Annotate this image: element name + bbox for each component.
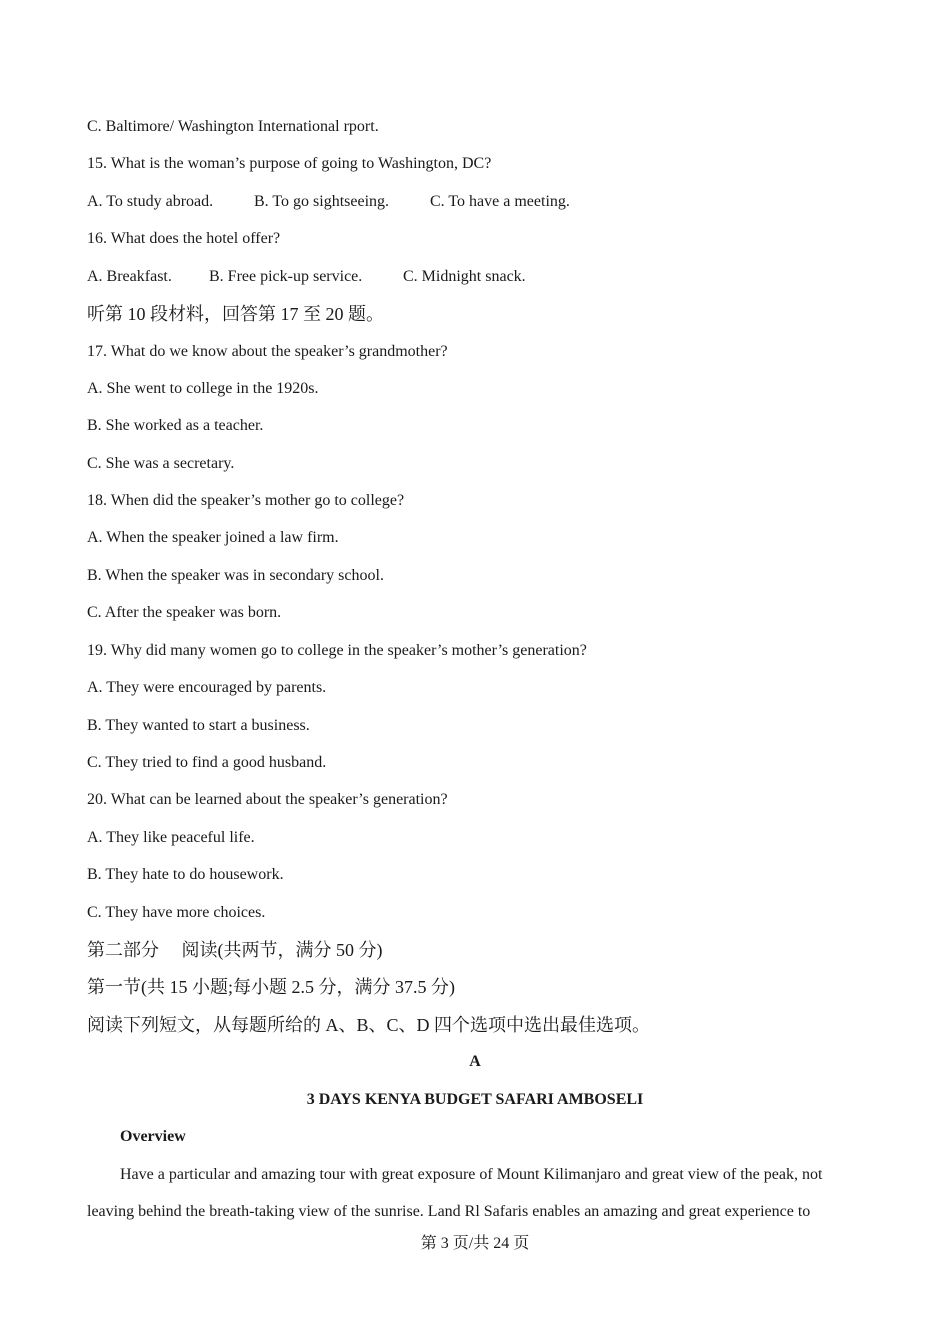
option-b: B. Free pick-up service. <box>209 268 363 285</box>
paragraph-line-2: leaving behind the breath-taking view of the sunrise. Land Rl Safaris enables an amazing and great experience to <box>87 1203 811 1220</box>
part-heading: 第二部分 阅读(共两节，满分 50 分) <box>87 940 383 960</box>
listening-instruction: 听第 10 段材料，回答第 17 至 20 题。 <box>87 304 384 324</box>
option-b: B. When the speaker was in secondary school. <box>87 567 384 584</box>
page-footer: 第 3 页/共 24 页 <box>420 1235 530 1252</box>
overview-heading: Overview <box>120 1128 186 1145</box>
option-b: B. They wanted to start a business. <box>87 717 310 734</box>
question-16: 16. What does the hotel offer? <box>87 230 281 247</box>
passage-title: 3 DAYS KENYA BUDGET SAFARI AMBOSELI <box>306 1091 644 1108</box>
option-c: C. They have more choices. <box>87 904 266 921</box>
option-a: A. Breakfast. <box>87 268 172 285</box>
option-a: A. They were encouraged by parents. <box>87 679 327 696</box>
option-c: C. They tried to find a good husband. <box>87 754 327 771</box>
section-heading: 第一节(共 15 小题;每小题 2.5 分，满分 37.5 分) <box>87 977 455 997</box>
question-15: 15. What is the woman’s purpose of going to Washington, DC? <box>87 155 492 172</box>
reading-instruction: 阅读下列短文，从每题所给的 A、B、C、D 四个选项中选出最佳选项。 <box>87 1015 651 1035</box>
option-a: A. When the speaker joined a law firm. <box>87 529 339 546</box>
question-16-options <box>87 267 526 287</box>
option-a: A. To study abroad. <box>87 193 214 210</box>
question-19: 19. Why did many women go to college in the speaker’s mother’s generation? <box>87 642 587 659</box>
option-a: A. They like peaceful life. <box>87 829 255 846</box>
question-18: 18. When did the speaker’s mother go to college? <box>87 492 405 509</box>
option-c: C. Midnight snack. <box>403 268 526 285</box>
question-20: 20. What can be learned about the speaker’s generation? <box>87 791 448 808</box>
option-b: B. She worked as a teacher. <box>87 417 264 434</box>
option-b: B. To go sightseeing. <box>254 193 390 210</box>
option-c: C. After the speaker was born. <box>87 604 282 621</box>
paragraph-line-1: Have a particular and amazing tour with great exposure of Mount Kilimanjaro and great view of the peak, not <box>120 1166 823 1183</box>
question-17: 17. What do we know about the speaker’s grandmother? <box>87 343 448 360</box>
question-15-options <box>87 192 570 212</box>
option-line: C. Baltimore/ Washington International rport. <box>87 118 379 135</box>
option-a: A. She went to college in the 1920s. <box>87 380 319 397</box>
option-c: C. She was a secretary. <box>87 455 235 472</box>
option-c: C. To have a meeting. <box>430 193 570 210</box>
passage-letter: A <box>469 1053 481 1070</box>
option-b: B. They hate to do housework. <box>87 866 284 883</box>
